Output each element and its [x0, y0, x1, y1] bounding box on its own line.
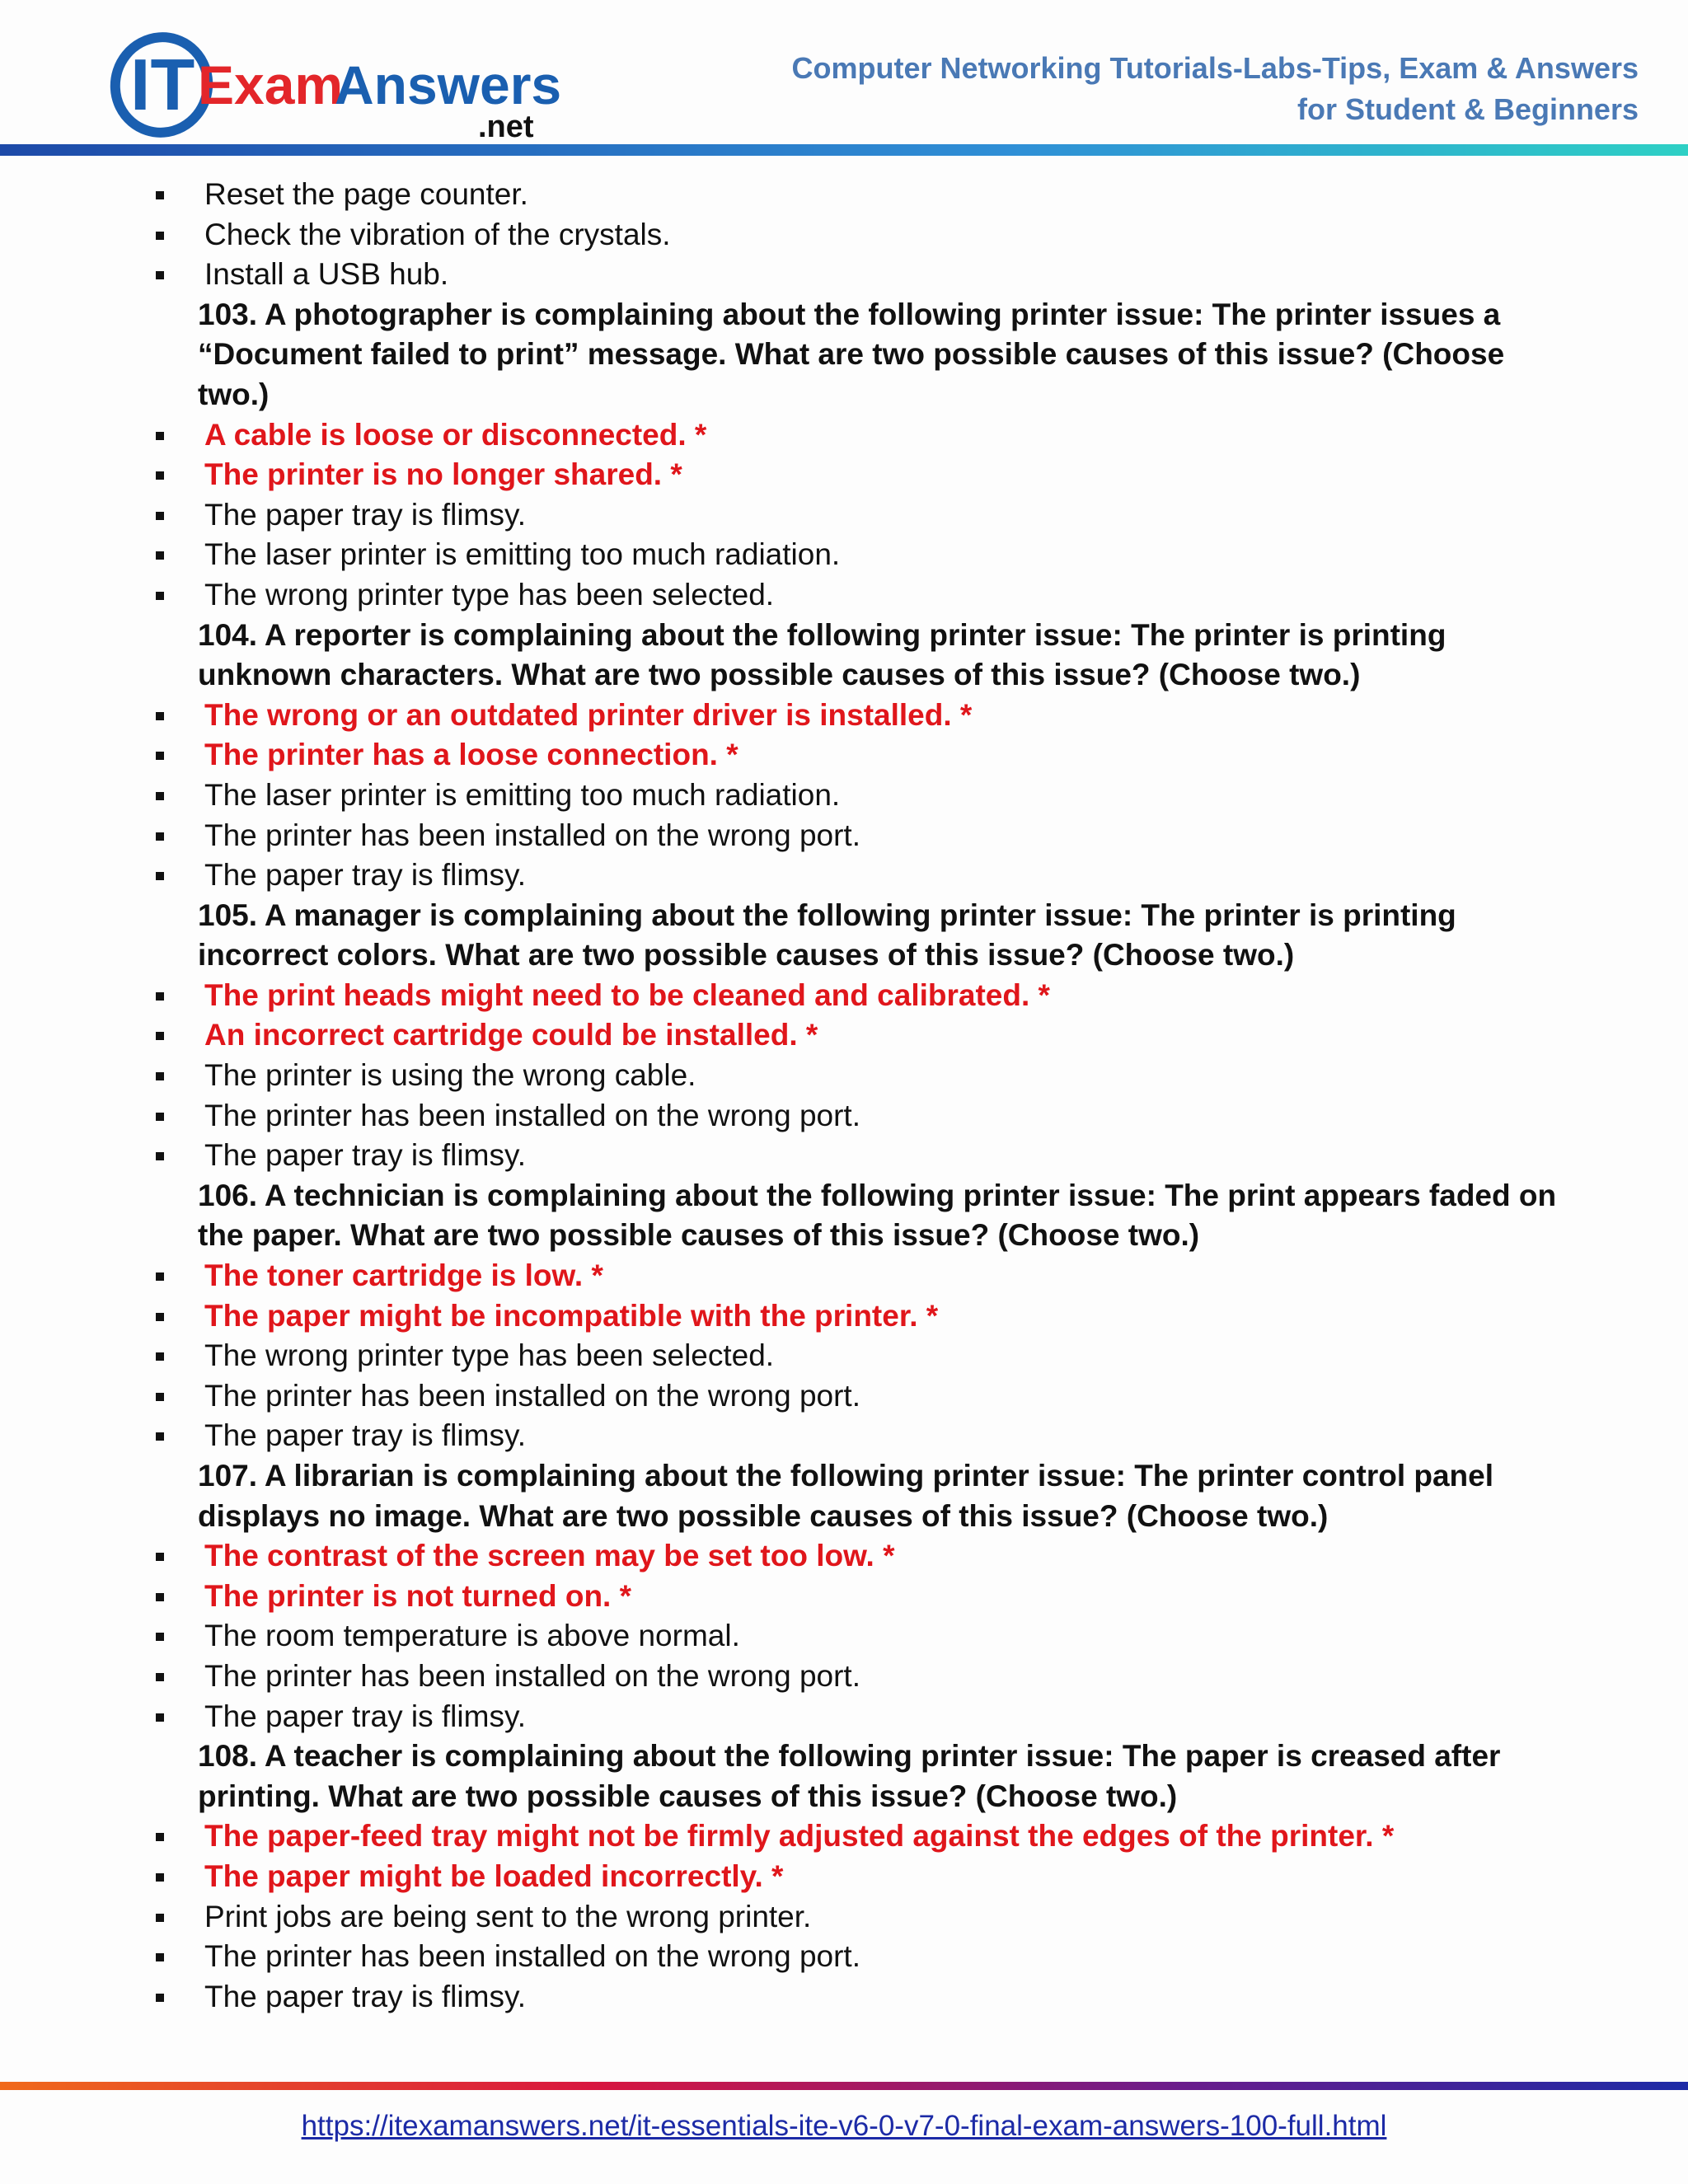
square-bullet-icon [156, 1352, 164, 1361]
correct-answer-item [0, 1536, 1688, 1577]
answer-option-item [0, 1056, 1688, 1096]
logo-exam: Exam [198, 54, 344, 115]
option-text: Install a USB hub. [204, 257, 449, 292]
square-bullet-icon [156, 592, 164, 600]
question-list [0, 175, 1688, 2017]
square-bullet-icon [156, 1994, 164, 2002]
square-bullet-icon [156, 1152, 164, 1160]
correct-answer-item [0, 415, 1688, 456]
square-bullet-icon [156, 1633, 164, 1641]
question-text: two.) [198, 377, 270, 411]
question-text: 108. A teacher is complaining about the following printer issue: The paper is creased after [198, 1739, 1501, 1774]
square-bullet-icon [156, 832, 164, 841]
correct-answer-item [0, 1015, 1688, 1056]
question-line [0, 1736, 1688, 1777]
question-line [0, 1216, 1688, 1256]
question-line [0, 935, 1688, 976]
question-line [0, 335, 1688, 375]
option-text: The printer has a loose connection. * [204, 738, 738, 772]
correct-answer-item [0, 1816, 1688, 1857]
option-text: The printer has been installed on the wrong port. [204, 818, 860, 852]
question-text: 104. A reporter is complaining about the following printer issue: The printer is printing [198, 617, 1447, 652]
itexamanswers-logo[interactable] [106, 31, 567, 147]
option-text: The paper-feed tray might not be firmly adjusted against the edges of the printer. * [204, 1819, 1395, 1854]
option-text: Print jobs are being sent to the wrong printer. [204, 1899, 812, 1933]
square-bullet-icon [156, 1593, 164, 1601]
square-bullet-icon [156, 1953, 164, 1961]
question-text: the paper. What are two possible causes of this issue? (Choose two.) [198, 1218, 1200, 1253]
question-line [0, 1777, 1688, 1817]
tagline-line-2: for Student & Beginners [1296, 92, 1639, 126]
question-text: 105. A manager is complaining about the following printer issue: The printer is printing [198, 898, 1456, 932]
answer-option-item [0, 1897, 1688, 1938]
square-bullet-icon [156, 792, 164, 800]
option-text: The paper tray is flimsy. [204, 1979, 526, 2013]
square-bullet-icon [156, 1914, 164, 1922]
logo-net: .net [478, 110, 534, 144]
option-text: A cable is loose or disconnected. * [204, 417, 707, 452]
correct-answer-item [0, 1256, 1688, 1296]
square-bullet-icon [156, 872, 164, 880]
square-bullet-icon [156, 1072, 164, 1080]
answer-option-item [0, 1657, 1688, 1697]
answer-option-item [0, 215, 1688, 255]
square-bullet-icon [156, 712, 164, 720]
option-text: The paper might be loaded incorrectly. * [204, 1858, 784, 1893]
question-text: incorrect colors. What are two possible causes of this issue? (Choose two.) [198, 938, 1295, 972]
question-line [0, 375, 1688, 415]
square-bullet-icon [156, 471, 164, 480]
answer-option-item [0, 776, 1688, 816]
option-text: The paper tray is flimsy. [204, 497, 526, 532]
option-text: The paper might be incompatible with the printer. * [204, 1298, 939, 1333]
header-gradient-bar [0, 144, 1688, 156]
answer-option-item [0, 1136, 1688, 1176]
correct-answer-item [0, 976, 1688, 1016]
option-text: The print heads might need to be cleaned and calibrated. * [204, 977, 1050, 1012]
question-line [0, 896, 1688, 936]
square-bullet-icon [156, 1833, 164, 1841]
answer-option-item [0, 1336, 1688, 1376]
answer-option-item [0, 575, 1688, 616]
option-text: Reset the page counter. [204, 177, 528, 211]
question-line [0, 1456, 1688, 1497]
square-bullet-icon [156, 752, 164, 760]
question-line [0, 616, 1688, 656]
option-text: The wrong printer type has been selected. [204, 1338, 775, 1373]
question-text: 103. A photographer is complaining about the following printer issue: The printer issues a [198, 297, 1501, 331]
correct-answer-item [0, 735, 1688, 776]
correct-answer-item [0, 455, 1688, 495]
square-bullet-icon [156, 992, 164, 1001]
square-bullet-icon [156, 1713, 164, 1722]
option-text: The paper tray is flimsy. [204, 1699, 526, 1733]
option-text: The paper tray is flimsy. [204, 858, 526, 893]
question-text: 107. A librarian is complaining about the following printer issue: The printer control panel [198, 1459, 1494, 1493]
header-tagline [732, 48, 1639, 130]
square-bullet-icon [156, 1272, 164, 1281]
answer-option-item [0, 1096, 1688, 1137]
answer-option-item [0, 1697, 1688, 1737]
square-bullet-icon [156, 232, 164, 240]
square-bullet-icon [156, 1313, 164, 1321]
question-line [0, 1497, 1688, 1537]
answer-option-item [0, 255, 1688, 295]
answer-option-item [0, 816, 1688, 856]
option-text: The printer is no longer shared. * [204, 457, 682, 492]
answer-option-item [0, 1937, 1688, 1977]
option-text: Check the vibration of the crystals. [204, 217, 671, 251]
correct-answer-item [0, 1857, 1688, 1897]
correct-answer-item [0, 1296, 1688, 1337]
square-bullet-icon [156, 1553, 164, 1561]
square-bullet-icon [156, 551, 164, 560]
tagline-line-1: Computer Networking Tutorials-Labs-Tips, Exam & Answers [791, 51, 1639, 85]
correct-answer-item [0, 1577, 1688, 1617]
logo-it: IT [130, 44, 195, 125]
answer-option-item [0, 175, 1688, 215]
option-text: The wrong or an outdated printer driver is installed. * [204, 697, 973, 732]
question-text: displays no image. What are two possible causes of this issue? (Choose two.) [198, 1498, 1329, 1533]
square-bullet-icon [156, 1873, 164, 1882]
square-bullet-icon [156, 432, 164, 440]
question-text: 106. A technician is complaining about the following printer issue: The print appears faded on [198, 1178, 1557, 1212]
square-bullet-icon [156, 1113, 164, 1121]
option-text: The printer is not turned on. * [204, 1578, 631, 1613]
question-line [0, 1176, 1688, 1216]
answer-option-item [0, 495, 1688, 536]
question-text: printing. What are two possible causes of this issue? (Choose two.) [198, 1779, 1178, 1813]
square-bullet-icon [156, 271, 164, 279]
answer-option-item [0, 1616, 1688, 1657]
option-text: The printer has been installed on the wrong port. [204, 1378, 860, 1413]
answer-option-item [0, 535, 1688, 575]
option-text: The toner cartridge is low. * [204, 1258, 603, 1293]
square-bullet-icon [156, 1032, 164, 1040]
square-bullet-icon [156, 512, 164, 520]
option-text: The printer has been installed on the wrong port. [204, 1939, 860, 1974]
square-bullet-icon [156, 1673, 164, 1681]
square-bullet-icon [156, 1393, 164, 1401]
answer-option-item [0, 1977, 1688, 2018]
square-bullet-icon [156, 191, 164, 199]
option-text: The paper tray is flimsy. [204, 1138, 526, 1173]
answer-option-item [0, 1376, 1688, 1417]
option-text: The printer is using the wrong cable. [204, 1058, 696, 1093]
question-line [0, 295, 1688, 335]
question-text: unknown characters. What are two possible causes of this issue? (Choose two.) [198, 658, 1361, 692]
option-text: The printer has been installed on the wrong port. [204, 1098, 860, 1132]
logo-answers: Answers [335, 54, 562, 115]
option-text: The room temperature is above normal. [204, 1619, 740, 1653]
option-text: The contrast of the screen may be set too low. * [204, 1539, 895, 1573]
option-text: The wrong printer type has been selected. [204, 577, 775, 612]
page-header [0, 0, 1688, 165]
answer-option-item [0, 855, 1688, 896]
answer-option-item [0, 1416, 1688, 1456]
correct-answer-item [0, 696, 1688, 736]
footer-url-link[interactable]: https://itexamanswers.net/it-essentials-ite-v6-0-v7-0-final-exam-answers-100-full.html [301, 2110, 1387, 2142]
option-text: The laser printer is emitting too much radiation. [204, 537, 841, 572]
option-text: The printer has been installed on the wrong port. [204, 1658, 860, 1693]
question-text: “Document failed to print” message. What are two possible causes of this issue? (Choose [198, 337, 1505, 372]
option-text: An incorrect cartridge could be installed. * [204, 1018, 818, 1052]
question-line [0, 655, 1688, 696]
square-bullet-icon [156, 1432, 164, 1441]
footer-gradient-bar [0, 2082, 1688, 2090]
option-text: The laser printer is emitting too much radiation. [204, 777, 841, 812]
option-text: The paper tray is flimsy. [204, 1418, 526, 1453]
